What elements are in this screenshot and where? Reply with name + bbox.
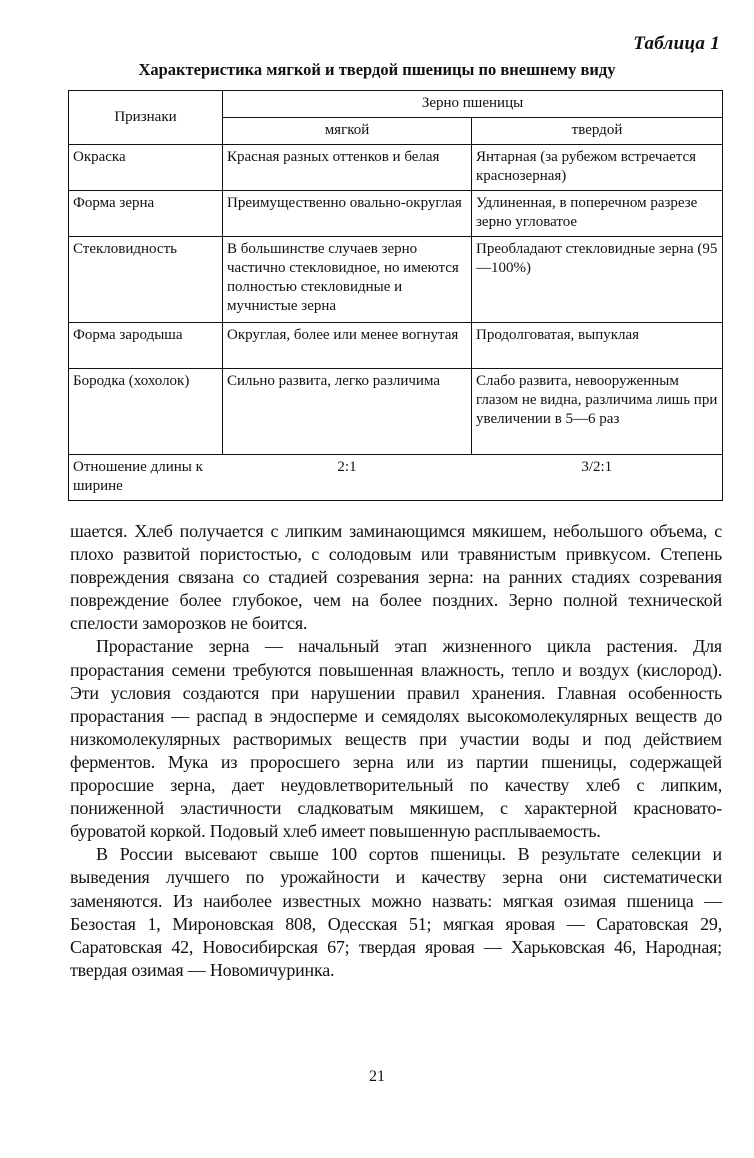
row-feature: Окраска: [69, 145, 223, 191]
page-number: 21: [369, 1068, 385, 1085]
row-soft: Округлая, более или менее вогнутая: [223, 323, 472, 369]
table-row: [69, 323, 723, 369]
row-soft: 2:1: [223, 455, 472, 501]
row-hard: 3/2:1: [472, 455, 723, 501]
header-grain: Зерно пшеницы: [223, 91, 723, 118]
row-feature: Форма зерна: [69, 191, 223, 237]
table-title: Характеристика мягкой и твердой пшеницы по внешнему виду: [138, 60, 616, 79]
header-soft: мягкой: [223, 118, 472, 145]
table-row: [69, 145, 723, 191]
row-soft: Преимущественно овально-округлая: [223, 191, 472, 237]
header-feature: Признаки: [69, 91, 223, 145]
row-feature: Бородка (хохолок): [69, 369, 223, 455]
table-row: [69, 455, 723, 501]
row-feature: Отношение длины к ширине: [69, 455, 223, 501]
table-label: Таблица 1: [633, 33, 720, 54]
row-hard: Преобладают стекловидные зерна (95—100%): [472, 237, 723, 323]
table-row: [69, 369, 723, 455]
row-feature: Стекловидность: [69, 237, 223, 323]
paragraph: В России высевают свыше 100 сортов пшеницы. В результате селекции и выведения лучшего по урожайности и качеству зерна они систематически заменяются. Из наиболее известных можно назвать: мягкая озимая пшеница — Безостая 1, Мироновская 808, Одесская 51; мягкая яровая — Саратовская 29, Саратовская 42, Новосибирская 67; твердая яровая — Харьковская 46, Народная; твердая озимая — Новомичуринка.: [70, 844, 722, 980]
row-hard: Удлиненная, в поперечном разрезе зерно угловатое: [472, 191, 723, 237]
row-feature: Форма зародыша: [69, 323, 223, 369]
paragraph: Прорастание зерна — начальный этап жизненного цикла растения. Для прорастания семени требуются повышенная влажность, тепло и воздух (кислород). Эти условия создаются при нарушении правил хранения. Главная особенность прорастания — распад в эндосперме и семядолях высокомолекулярных веществ до низкомолекулярных растворимых веществ при участии воды и под действием ферментов. Мука из проросшего зерна или из партии пшеницы, содержащей проросшие зерна, дает неудовлетворительный по качеству хлеб с липким, пониженной эластичности сладковатым мякишем, с характерной красновато-буроватой коркой. Подовый хлеб имеет повышенную расплываемость.: [70, 636, 722, 842]
table-row: [69, 237, 723, 323]
row-hard: Янтарная (за рубежом встречается краснозерная): [472, 145, 723, 191]
wheat-characteristics-table: [68, 90, 723, 501]
row-soft: В большинстве случаев зерно частично стекловидное, но имеются полностью стекловидные и мучнистые зерна: [223, 237, 472, 323]
table-row: [69, 191, 723, 237]
header-hard: твердой: [472, 118, 723, 145]
paragraph: шается. Хлеб получается с липким заминающимся мякишем, небольшого объема, с плохо развитой пористостью, с солодовым или травянистым привкусом. Степень повреждения связана со стадией созревания зерна: на ранних стадиях созревания повреждение более глубокое, чем на более поздних. Зерно полной технической спелости заморозков не боится.: [70, 521, 722, 634]
row-soft: Сильно развита, легко различима: [223, 369, 472, 455]
row-soft: Красная разных оттенков и белая: [223, 145, 472, 191]
body-text: [70, 520, 722, 982]
row-hard: Слабо развита, невооруженным глазом не видна, различима лишь при увеличении в 5—6 раз: [472, 369, 723, 455]
row-hard: Продолговатая, выпуклая: [472, 323, 723, 369]
